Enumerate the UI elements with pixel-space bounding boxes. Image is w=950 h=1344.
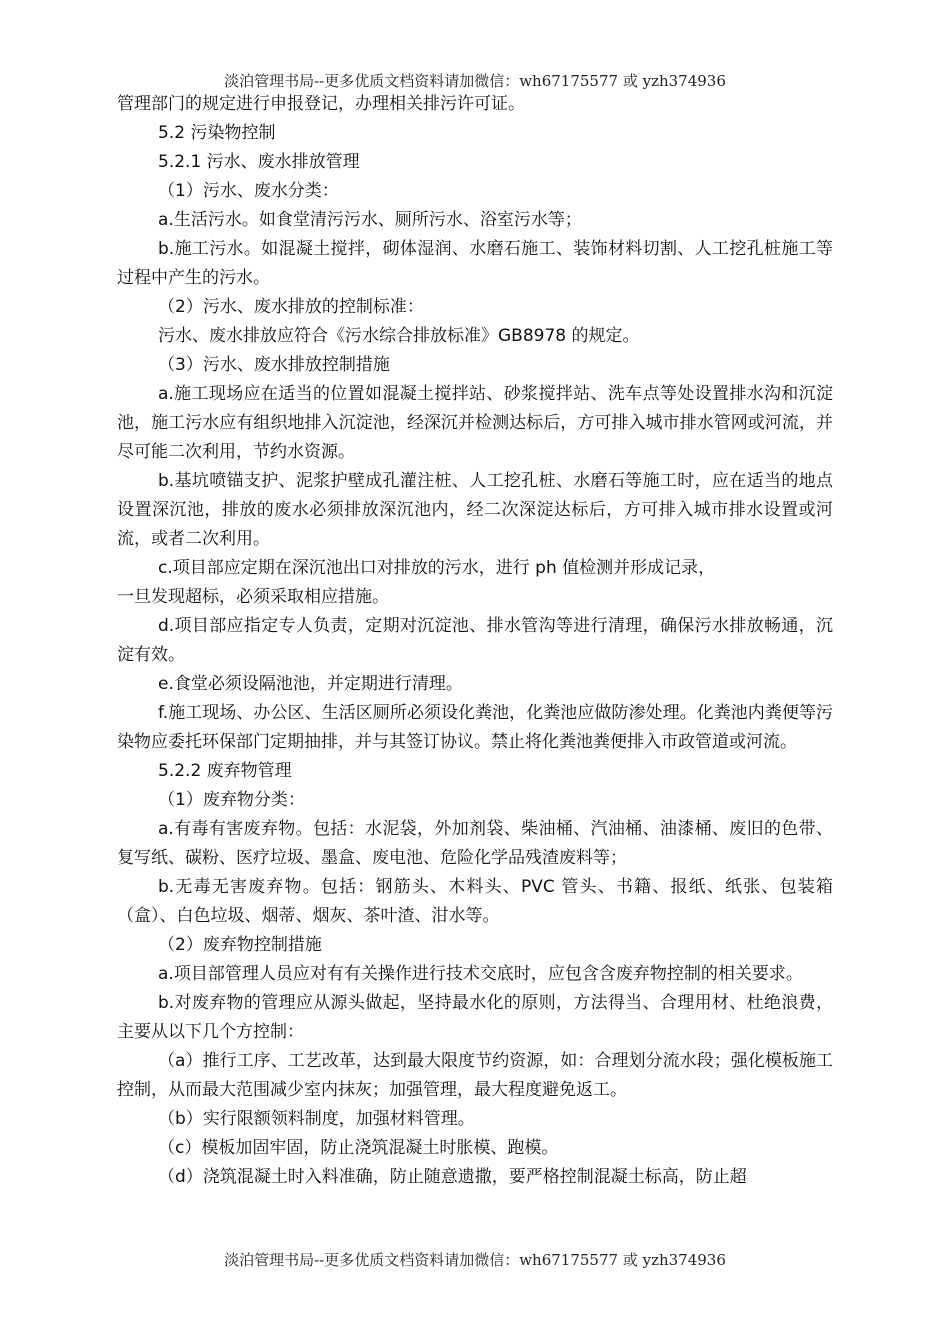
paragraph: （2）废弃物控制措施 [158,935,322,955]
paragraph: （1）污水、废水分类： [158,181,339,201]
paragraph: a.生活污水。如食堂清污污水、厕所污水、浴室污水等； [158,210,582,230]
paragraph: （c）模板加固牢固，防止浇筑混凝土时胀模、跑模。 [158,1138,559,1158]
paragraph: 管理部门的规定进行申报登记，办理相关排污许可证。 [117,94,525,114]
page-header: 淡泊管理书局--更多优质文档资料请加微信：wh67175577 或 yzh374936 [224,72,726,90]
paragraph: a.施工现场应在适当的位置如混凝土搅拌站、砂浆搅拌站、洗车点等处设置排水沟和沉淀池，施工污水应有组织地排入沉淀池，经深沉并检测达标后，方可排入城市排水管网或河流，并尽可能二次利用，节约水资源。 [117,384,833,462]
paragraph: （b）实行限额领料制度，加强材料管理。 [158,1109,475,1129]
subsection-heading: 5.2.1 污水、废水排放管理 [158,152,360,172]
page-footer: 淡泊管理书局--更多优质文档资料请加微信：wh67175577 或 yzh374936 [224,1251,726,1269]
paragraph: （2）污水、废水排放的控制标准： [158,297,424,317]
paragraph: （3）污水、废水排放控制措施 [158,355,390,375]
paragraph: e.食堂必须设隔池池，并定期进行清理。 [158,674,463,694]
paragraph: a.项目部管理人员应对有有关操作进行技术交底时，应包含含废弃物控制的相关要求。 [158,964,803,984]
section-heading: 5.2 污染物控制 [158,123,276,143]
paragraph: c.项目部应定期在深沉池出口对排放的污水，进行 ph 值检测并形成记录， [158,558,716,578]
paragraph: a.有毒有害废弃物。包括：水泥袋，外加剂袋、柴油桶、汽油桶、油漆桶、废旧的色带、复写纸、碳粉、医疗垃圾、墨盒、废电池、危险化学品残渣废料等； [117,819,833,868]
paragraph: b.基坑喷锚支护、泥浆护壁成孔灌注桩、人工挖孔桩、水磨石等施工时，应在适当的地点设置深沉池，排放的废水必须排放深沉池内，经二次深淀达标后，方可排入城市排水设置或河流，或者二次利用。 [117,471,833,549]
paragraph: b.对废弃物的管理应从源头做起，坚持最水化的原则，方法得当、合理用材、杜绝浪费，主要从以下几个方控制： [117,993,833,1042]
paragraph: d.项目部应指定专人负责，定期对沉淀池、排水管沟等进行清理，确保污水排放畅通，沉淀有效。 [117,616,833,665]
paragraph: 污水、废水排放应符合《污水综合排放标准》GB8978 的规定。 [158,326,640,346]
paragraph: 一旦发现超标，必须采取相应措施。 [117,587,389,607]
subsection-heading: 5.2.2 废弃物管理 [158,761,292,781]
paragraph: （a）推行工序、工艺改革，达到最大限度节约资源，如：合理划分流水段；强化模板施工控制，从而最大范围减少室内抹灰；加强管理，最大程度避免返工。 [117,1051,833,1100]
document-body [117,90,833,1192]
paragraph: （1）废弃物分类： [158,790,305,810]
paragraph: b.无毒无害废弃物。包括：钢筋头、木料头、PVC 管头、书籍、报纸、纸张、包装箱（盒）、白色垃圾、烟蒂、烟灰、茶叶渣、泔水等。 [117,877,833,926]
paragraph: （d）浇筑混凝土时入料准确，防止随意遗撒，要严格控制混凝土标高，防止超 [158,1167,747,1187]
paragraph: b.施工污水。如混凝土搅拌，砌体湿润、水磨石施工、装饰材料切割、人工挖孔桩施工等过程中产生的污水。 [117,239,833,288]
paragraph: f.施工现场、办公区、生活区厕所必须设化粪池，化粪池应做防渗处理。化粪池内粪便等污染物应委托环保部门定期抽排，并与其签订协议。禁止将化粪池粪便排入市政管道或河流。 [117,703,833,752]
